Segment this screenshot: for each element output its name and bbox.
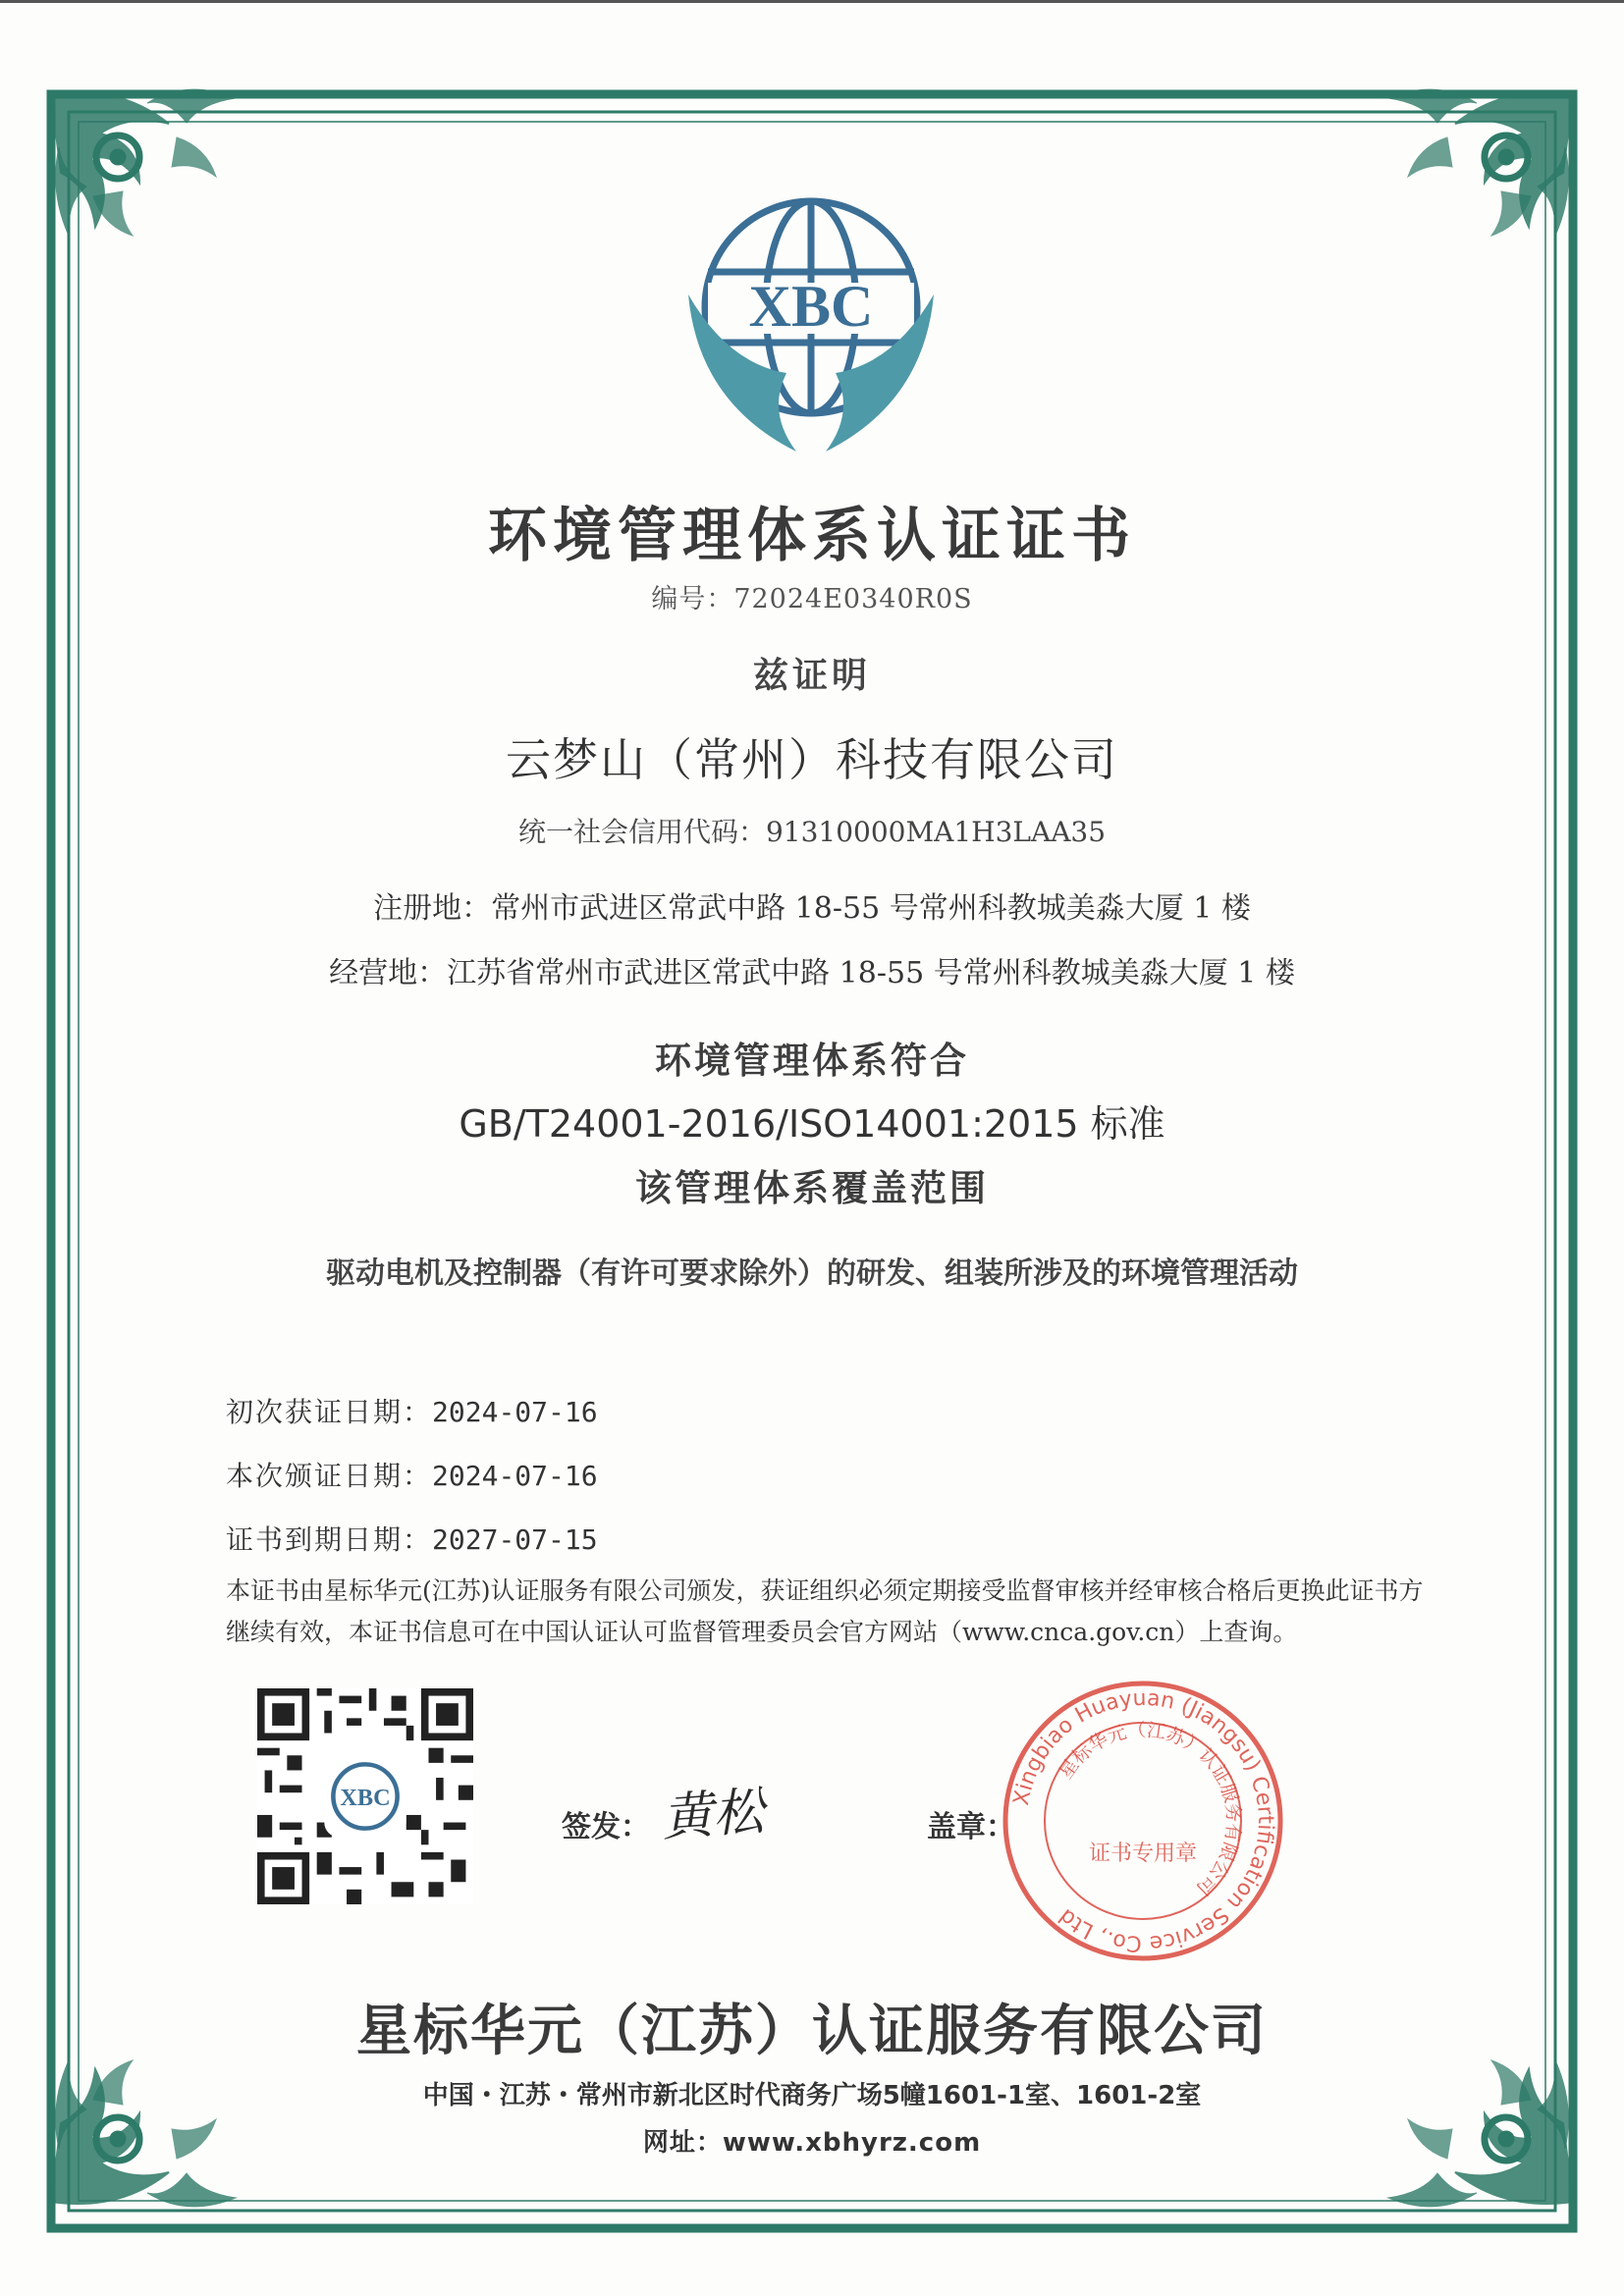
registered-address: 注册地：常州市武进区常武中路 18-55 号常州科教城美淼大厦 1 楼 xyxy=(373,891,1251,926)
date-label: 本次颁证日期： xyxy=(226,1460,433,1492)
seal-label: 盖章： xyxy=(927,1810,1015,1844)
svg-text:Xingbiao Huayuan (Jiangsu) Cer: Xingbiao Huayuan (Jiangsu) Certification Service Co., Ltd xyxy=(1009,1685,1278,1956)
issuer-website[interactable]: 网址：www.xbhyrz.com xyxy=(642,2128,982,2158)
coverage-line: 该管理体系覆盖范围 xyxy=(635,1166,989,1209)
date-label: 证书到期日期： xyxy=(226,1523,433,1556)
qr-code[interactable] xyxy=(257,1688,473,1904)
business-address: 经营地：江苏省常州市武进区常武中路 18-55 号常州科教城美淼大厦 1 楼 xyxy=(329,956,1295,990)
svg-text:星标华元（江苏）认证服务有限公司: 星标华元（江苏）认证服务有限公司 xyxy=(1055,1719,1245,1900)
svg-text:证书专用章: 证书专用章 xyxy=(1088,1842,1198,1866)
date-label: 初次获证日期： xyxy=(226,1396,433,1428)
company-seal xyxy=(996,1674,1290,1968)
certify-heading: 兹证明 xyxy=(752,655,871,696)
conformity-line: 环境管理体系符合 xyxy=(655,1039,969,1082)
validity-notice: 本证书由星标华元(江苏)认证服务有限公司颁发，获证组织必须定期接受监督审核并经审核合格后更换此证书方继续有效，本证书信息可在中国认证认可监督管理委员会官方网站（www.cnca.gov.cn）上查询。 xyxy=(226,1576,1424,1646)
date-row-initial xyxy=(226,1391,598,1430)
standard-line: GB/T24001-2016/ISO14001:2015 标准 xyxy=(459,1102,1165,1146)
qr-logo-text: XBC xyxy=(340,1785,391,1812)
date-value: 2024-07-16 xyxy=(432,1396,598,1428)
certificate-number: 编号：72024E0340R0S xyxy=(651,584,973,614)
certification-scope: 驱动电机及控制器（有许可要求除外）的研发、组装所涉及的环境管理活动 xyxy=(326,1256,1298,1291)
svg-text:黄松: 黄松 xyxy=(660,1782,767,1848)
signature xyxy=(656,1775,793,1853)
date-row-expiry xyxy=(226,1519,598,1558)
company-name: 云梦山（常州）科技有限公司 xyxy=(506,733,1118,786)
logo-text: XBC xyxy=(748,274,874,339)
issuer-name: 星标华元（江苏）认证服务有限公司 xyxy=(356,2000,1268,2063)
xbc-logo xyxy=(669,191,953,456)
date-value: 2024-07-16 xyxy=(432,1460,598,1492)
date-value: 2027-07-15 xyxy=(432,1523,598,1556)
issuer-address: 中国・江苏・常州市新北区时代商务广场5幢1601-1室、1601-2室 xyxy=(422,2081,1202,2110)
date-row-current xyxy=(226,1455,598,1494)
certificate-title: 环境管理体系认证证书 xyxy=(488,502,1136,570)
signature-label: 签发： xyxy=(562,1810,650,1844)
credit-code: 统一社会信用代码：91310000MA1H3LAA35 xyxy=(517,816,1107,848)
